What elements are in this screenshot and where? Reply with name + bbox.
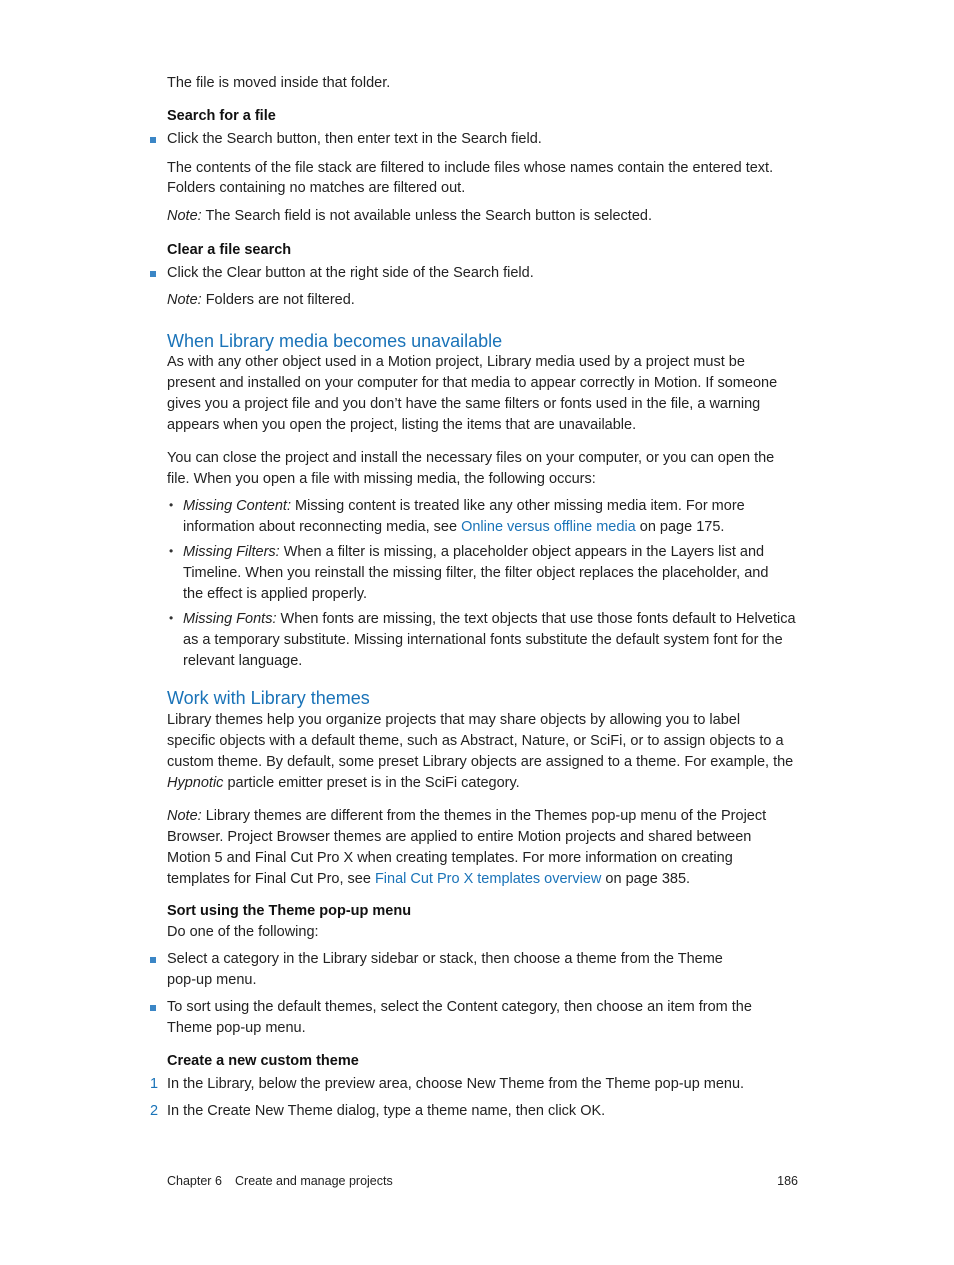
clear-bullet: Click the Clear button at the right side of the Search field.	[167, 265, 534, 281]
para-line: Library themes help you organize projects that may share objects by allowing you to label	[167, 712, 741, 728]
intro-line: The file is moved inside that folder.	[167, 75, 391, 91]
unavailable-para-1	[167, 352, 802, 436]
para-line: You can close the project and install the necessary files on your computer, or you can open the	[167, 450, 775, 466]
create-heading: Create a new custom theme	[167, 1053, 359, 1069]
note-text: The Search field is not available unless the Search button is selected.	[205, 208, 652, 224]
note-text: Motion 5 and Final Cut Pro X when creating templates. For more information on creating	[167, 850, 733, 866]
step-1: In the Library, below the preview area, choose New Theme from the Theme pop-up menu.	[167, 1076, 745, 1092]
sort-bullet-1	[167, 949, 802, 991]
para-line: appears when you open the project, listing the items that are unavailable.	[167, 417, 637, 433]
clear-heading: Clear a file search	[167, 242, 292, 258]
step-number: 1	[150, 1076, 159, 1092]
item-text: Missing content is treated like any other missing media item. For more	[295, 498, 745, 514]
italic-term: Hypnotic	[167, 775, 224, 791]
themes-heading: Work with Library themes	[167, 688, 370, 708]
sort-intro: Do one of the following:	[167, 924, 319, 940]
bullet-square-icon	[150, 271, 156, 277]
search-bullet: Click the Search button, then enter text in the Search field.	[167, 131, 542, 147]
note-text: templates for Final Cut Pro, see	[167, 871, 371, 887]
bullet-square-icon	[150, 957, 156, 963]
para-line: custom theme. By default, some preset Library objects are assigned to a theme. For example, the	[167, 754, 794, 770]
bullet-square-icon	[150, 1005, 156, 1011]
item-label: Missing Fonts:	[183, 611, 277, 627]
themes-para-1	[167, 710, 802, 794]
item-text: on page 175.	[639, 519, 725, 535]
missing-fonts-item	[183, 609, 803, 672]
note-text: Library themes are different from the themes in the Themes pop-up menu of the Project	[205, 808, 767, 824]
bullet-dot-icon: •	[169, 611, 174, 625]
item-text: When a filter is missing, a placeholder object appears in the Layers list and	[283, 544, 765, 560]
para-line: specific objects with a default theme, such as Abstract, Nature, or SciFi, or to assign objects to a	[167, 733, 784, 749]
bullet-dot-icon: •	[169, 544, 174, 558]
footer-chapter-link[interactable]: Create and manage projects	[235, 1174, 393, 1188]
para-line: particle emitter preset is in the SciFi category.	[227, 775, 520, 791]
bullet-line: Select a category in the Library sidebar or stack, then choose a theme from the Theme	[167, 951, 723, 967]
note-text: Browser. Project Browser themes are applied to entire Motion projects and shared between	[167, 829, 752, 845]
unavailable-para-2	[167, 448, 802, 490]
item-text: as a temporary substitute. Missing international fonts substitute the default system font for the	[183, 632, 783, 648]
para-line: gives you a project file and you don’t have the same filters or fonts used in the file, a warning	[167, 396, 761, 412]
search-heading: Search for a file	[167, 108, 276, 124]
item-text: information about reconnecting media, see	[183, 519, 458, 535]
sort-bullet-2	[167, 997, 802, 1039]
item-text: the effect is applied properly.	[183, 586, 368, 602]
footer-chapter: Chapter 6	[167, 1174, 222, 1188]
search-note	[167, 206, 802, 227]
item-label: Missing Content:	[183, 498, 291, 514]
item-text: Timeline. When you reinstall the missing filter, the filter object replaces the placeholder, and	[183, 565, 769, 581]
item-text: When fonts are missing, the text objects that use those fonts default to Helvetica	[280, 611, 796, 627]
item-text: relevant language.	[183, 653, 303, 669]
fcp-templates-link[interactable]: Final Cut Pro X templates overview	[374, 871, 602, 887]
online-offline-media-link[interactable]: Online versus offline media	[461, 519, 636, 535]
unavailable-heading: When Library media becomes unavailable	[167, 331, 503, 351]
clear-note	[167, 290, 802, 311]
note-label: Note:	[167, 292, 202, 308]
item-label: Missing Filters:	[183, 544, 280, 560]
themes-note	[167, 806, 802, 890]
missing-filters-item	[183, 542, 803, 605]
note-text: Folders are not filtered.	[205, 292, 355, 308]
bullet-dot-icon: •	[169, 498, 174, 512]
note-label: Note:	[167, 808, 202, 824]
step-2: In the Create New Theme dialog, type a theme name, then click OK.	[167, 1103, 606, 1119]
bullet-square-icon	[150, 137, 156, 143]
note-label: Note:	[167, 208, 202, 224]
search-para-1: The contents of the file stack are filtered to include files whose names contain the entered text.	[167, 160, 774, 176]
missing-content-item	[183, 496, 803, 538]
page-number: 186	[777, 1174, 798, 1188]
para-line: file. When you open a file with missing media, the following occurs:	[167, 471, 596, 487]
para-line: present and installed on your computer for that media to appear correctly in Motion. If someone	[167, 375, 778, 391]
bullet-line: To sort using the default themes, select the Content category, then choose an item from the	[167, 999, 752, 1015]
search-para-2: Folders containing no matches are filtered out.	[167, 180, 466, 196]
para-line: As with any other object used in a Motion project, Library media used by a project must be	[167, 354, 745, 370]
note-text: on page 385.	[605, 871, 691, 887]
step-number: 2	[150, 1103, 159, 1119]
bullet-line: Theme pop-up menu.	[167, 1020, 306, 1036]
bullet-line: pop-up menu.	[167, 972, 257, 988]
sort-heading: Sort using the Theme pop-up menu	[167, 903, 412, 919]
